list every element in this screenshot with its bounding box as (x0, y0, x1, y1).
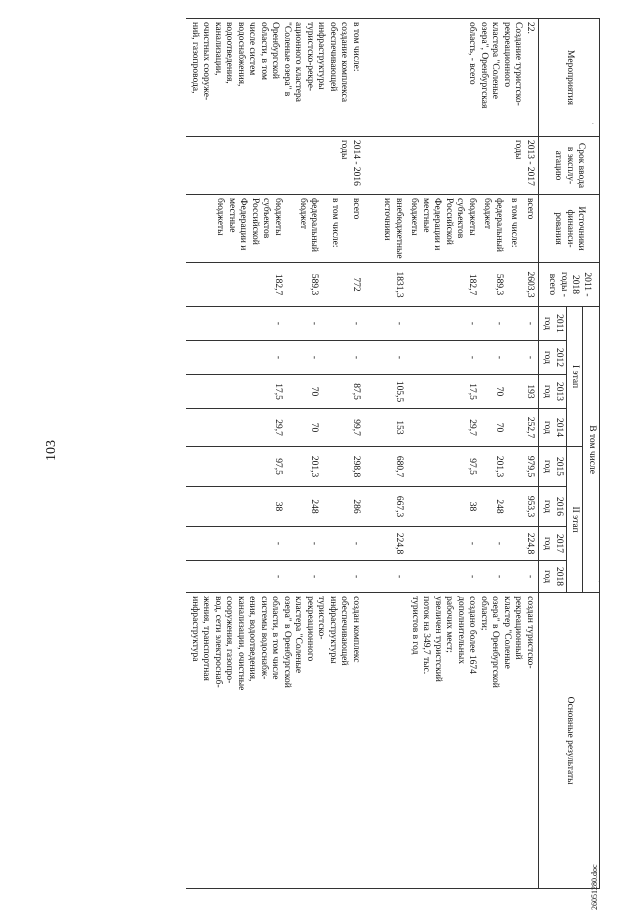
value-cell: - (522, 307, 539, 341)
value-cell: 182,7 (187, 263, 285, 307)
value-cell (321, 307, 342, 341)
row22a-results: создан комплекс обеспечивающей инфраструктуры туристско- рекреационного кластера "Соленые озера" в Оренбургской области, в том числе системы водоснабж- ения, водоотведения, канализации, очистные сооружения, газопро- вод, сети электроснаб- жения, транспортная инфраструктура (187, 593, 364, 889)
value-cell: - (479, 561, 506, 593)
source-cell: внебюджетные источники (379, 195, 406, 263)
row22a-deadline: 2014 - 2016 годы (187, 137, 364, 195)
value-cell (506, 447, 522, 487)
header-total: 2011 - 2018 годы - всего (539, 263, 600, 307)
value-cell: 224,8 (522, 527, 539, 561)
value-cell: 1831,3 (379, 263, 406, 307)
value-cell (506, 409, 522, 447)
value-cell (506, 341, 522, 375)
source-cell: бюджеты субъектов Российской Федерации и местные бюджеты (406, 195, 479, 263)
document-id: 26051280.doc (590, 864, 599, 910)
header-year-2014: 2014 год (539, 409, 567, 447)
header-stage-1: I этап (567, 307, 584, 447)
margin-mark: . (592, 118, 594, 126)
value-cell (506, 527, 522, 561)
value-cell: - (342, 527, 363, 561)
rotated-table-page (55, 18, 600, 888)
header-stage-2: II этап (567, 447, 584, 593)
value-cell: 17,5 (406, 375, 479, 409)
source-cell: в том числе: (321, 195, 342, 263)
value-cell: - (406, 341, 479, 375)
value-cell (321, 341, 342, 375)
value-cell: - (342, 341, 363, 375)
value-cell: - (522, 341, 539, 375)
value-cell (506, 487, 522, 527)
value-cell (321, 263, 342, 307)
value-cell (321, 487, 342, 527)
value-cell: 252,7 (522, 409, 539, 447)
value-cell: 29,7 (406, 409, 479, 447)
header-year-2015: 2015 год (539, 447, 567, 487)
value-cell: 680,7 (379, 447, 406, 487)
header-event: Мероприятия (539, 19, 600, 137)
value-cell: 979,5 (522, 447, 539, 487)
value-cell: - (479, 527, 506, 561)
value-cell (321, 447, 342, 487)
value-cell: 17,5 (187, 375, 285, 409)
value-cell: 70 (479, 409, 506, 447)
table-row (522, 19, 539, 889)
row22a-event: в том числе: создание комплекса обеспечивающей инфраструктуры туристско-рекре- ационного кластера "Соленые озера" в Оренбургской области, в том числе систем водоснабжения, водоотведения, канализации, очистных сооруже- ний, газопровода, (187, 19, 364, 137)
header-sources: Источники финанси- рования (539, 195, 600, 263)
row22-deadline: 2013 - 2017 годы (379, 137, 539, 195)
value-cell: 248 (479, 487, 506, 527)
value-cell: - (285, 527, 321, 561)
value-cell: 153 (379, 409, 406, 447)
value-cell: - (406, 561, 479, 593)
value-cell: - (285, 341, 321, 375)
source-cell: всего (342, 195, 363, 263)
value-cell (321, 527, 342, 561)
table-row (342, 19, 363, 889)
value-cell: 70 (285, 375, 321, 409)
value-cell: 87,5 (342, 375, 363, 409)
value-cell: 589,3 (479, 263, 506, 307)
value-cell (321, 409, 342, 447)
source-cell: федеральный бюджет (285, 195, 321, 263)
value-cell: - (342, 307, 363, 341)
header-year-2016: 2016 год (539, 487, 567, 527)
value-cell: 38 (187, 487, 285, 527)
value-cell: 201,3 (479, 447, 506, 487)
header-results: Основные результаты (539, 593, 600, 889)
value-cell: - (285, 561, 321, 593)
value-cell: - (406, 527, 479, 561)
value-cell (506, 263, 522, 307)
value-cell: 589,3 (285, 263, 321, 307)
header-including: В том числе (583, 307, 600, 593)
value-cell: 193 (522, 375, 539, 409)
source-cell: в том числе: (506, 195, 522, 263)
value-cell: 953,3 (522, 487, 539, 527)
value-cell: - (406, 307, 479, 341)
value-cell: 248 (285, 487, 321, 527)
value-cell: - (187, 527, 285, 561)
value-cell: - (187, 341, 285, 375)
header-year-2012: 2012 год (539, 341, 567, 375)
value-cell: 667,3 (379, 487, 406, 527)
value-cell (506, 307, 522, 341)
value-cell: 99,7 (342, 409, 363, 447)
value-cell: 2603,3 (522, 263, 539, 307)
value-cell: - (479, 307, 506, 341)
value-cell: - (187, 307, 285, 341)
row22-results: создан туристско- рекреационный кластер "Соленые озера" в Оренбургской области; создано более 1674 дополнительных рабочих мест; увеличен туристский поток на 349,7 тыс. туристов в год (379, 593, 539, 889)
value-cell (506, 375, 522, 409)
source-cell: бюджеты субъектов Российской Федерации и местные бюджеты (187, 195, 285, 263)
value-cell: - (479, 341, 506, 375)
value-cell: 105,5 (379, 375, 406, 409)
funding-table (187, 18, 601, 889)
value-cell: 298,8 (342, 447, 363, 487)
row22-event: 22. Создание туристско- рекреационного кластера "Соленые озера", Оренбургская область, - всего (379, 19, 539, 137)
value-cell (506, 561, 522, 593)
value-cell: 29,7 (187, 409, 285, 447)
value-cell: - (285, 307, 321, 341)
value-cell: - (379, 307, 406, 341)
header-year-2018: 2018 год (539, 561, 567, 593)
value-cell (321, 561, 342, 593)
value-cell: - (342, 561, 363, 593)
source-cell: федеральный бюджет (479, 195, 506, 263)
row-gap (363, 19, 379, 889)
value-cell: 286 (342, 487, 363, 527)
header-year-2017: 2017 год (539, 527, 567, 561)
value-cell: 97,5 (187, 447, 285, 487)
value-cell: 70 (285, 409, 321, 447)
value-cell: - (187, 561, 285, 593)
value-cell: 224,8 (379, 527, 406, 561)
value-cell (321, 375, 342, 409)
header-year-2013: 2013 год (539, 375, 567, 409)
value-cell: 201,3 (285, 447, 321, 487)
value-cell: 772 (342, 263, 363, 307)
header-year-2011: 2011 год (539, 307, 567, 341)
value-cell: 182,7 (406, 263, 479, 307)
value-cell: 70 (479, 375, 506, 409)
margin-mark: · (598, 578, 601, 586)
page-number: 103 (44, 440, 59, 461)
value-cell: - (522, 561, 539, 593)
value-cell: 38 (406, 487, 479, 527)
value-cell: - (379, 561, 406, 593)
value-cell: - (379, 341, 406, 375)
value-cell: 97,5 (406, 447, 479, 487)
header-deadline: Срок ввода в эксплу- атацию (539, 137, 600, 195)
source-cell: всего (522, 195, 539, 263)
